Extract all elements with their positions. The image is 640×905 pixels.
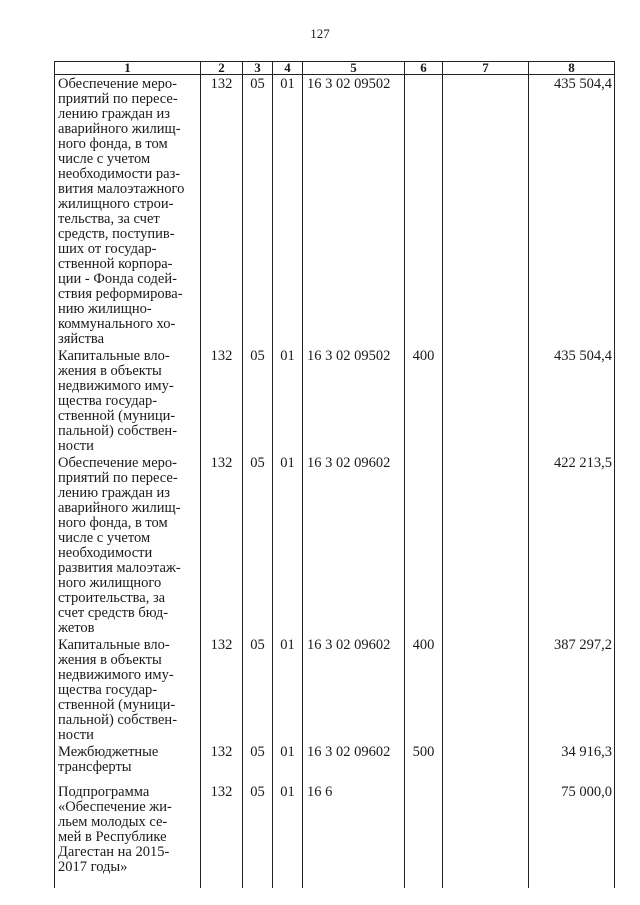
cell-col7 <box>443 454 529 636</box>
cell-expense-type: 400 <box>405 347 443 454</box>
cell-amount: 435 504,4 <box>529 347 615 454</box>
column-header: 3 <box>243 62 273 75</box>
column-header: 4 <box>273 62 303 75</box>
cell-subsection: 01 <box>273 454 303 636</box>
row-name: Капитальные вло- жения в объекты недвижимого иму- щества государ- ственной (муници- пальной) собствен- ности <box>58 348 178 454</box>
cell-subsection: 01 <box>273 743 303 783</box>
row-name: Обеспечение меро- приятий по пересе- лению граждан из аварийного жилищ- ного фонда, в том числе с учетом необходимости развития малоэтаж- ного жилищного строительства, за счет средств бюд- жетов <box>58 455 181 636</box>
cell-amount: 387 297,2 <box>529 636 615 743</box>
cell-col7 <box>443 75 529 348</box>
cell-chapter: 132 <box>201 743 243 783</box>
cell-chapter: 132 <box>201 75 243 348</box>
row-name: Межбюджетные трансферты <box>58 744 159 775</box>
cell-chapter: 132 <box>201 347 243 454</box>
cell-subsection: 01 <box>273 636 303 743</box>
cell-amount: 75 000,0 <box>529 783 615 888</box>
cell-amount: 34 916,3 <box>529 743 615 783</box>
cell-col7 <box>443 743 529 783</box>
column-header: 6 <box>405 62 443 75</box>
cell-section: 05 <box>243 636 273 743</box>
cell-amount: 422 213,5 <box>529 454 615 636</box>
cell-expense-type <box>405 454 443 636</box>
table-row <box>55 636 615 743</box>
table-row <box>55 347 615 454</box>
page-number: 127 <box>310 26 330 41</box>
cell-chapter: 132 <box>201 783 243 888</box>
cell-expense-type: 400 <box>405 636 443 743</box>
column-header: 1 <box>55 62 201 75</box>
cell-target-article: 16 3 02 09602 <box>303 454 405 636</box>
cell-section: 05 <box>243 743 273 783</box>
column-header: 5 <box>303 62 405 75</box>
cell-col7 <box>443 783 529 888</box>
table-row <box>55 783 615 888</box>
row-name: Капитальные вло- жения в объекты недвижимого иму- щества государ- ственной (муници- пальной) собствен- ности <box>58 637 178 743</box>
cell-amount: 435 504,4 <box>529 75 615 348</box>
cell-expense-type <box>405 783 443 888</box>
budget-table <box>54 61 615 888</box>
cell-target-article: 16 3 02 09602 <box>303 636 405 743</box>
cell-section: 05 <box>243 75 273 348</box>
cell-subsection: 01 <box>273 75 303 348</box>
cell-section: 05 <box>243 783 273 888</box>
cell-target-article: 16 3 02 09502 <box>303 75 405 348</box>
cell-subsection: 01 <box>273 783 303 888</box>
row-name: Подпрограмма «Обеспечение жи- льем молодых се- мей в Республике Дагестан на 2015- 2017 годы» <box>58 784 172 875</box>
cell-section: 05 <box>243 347 273 454</box>
table-row <box>55 743 615 783</box>
table-header-row <box>55 62 615 75</box>
cell-chapter: 132 <box>201 636 243 743</box>
cell-subsection: 01 <box>273 347 303 454</box>
cell-col7 <box>443 636 529 743</box>
table-row <box>55 75 615 348</box>
cell-chapter: 132 <box>201 454 243 636</box>
column-header: 8 <box>529 62 615 75</box>
table-row <box>55 454 615 636</box>
cell-expense-type: 500 <box>405 743 443 783</box>
column-header: 2 <box>201 62 243 75</box>
cell-col7 <box>443 347 529 454</box>
cell-section: 05 <box>243 454 273 636</box>
cell-target-article: 16 3 02 09602 <box>303 743 405 783</box>
row-name: Обеспечение меро- приятий по пересе- лению граждан из аварийного жилищ- ного фонда, в том числе с учетом необходимости раз- вития малоэтажного жилищного строи- тельства, за счет средств, поступив- ших от государ- ственной корпора- ции - Фонда содей- ствия реформирова- нию жилищно- коммунального хо- зяйства <box>58 76 185 347</box>
cell-target-article: 16 3 02 09502 <box>303 347 405 454</box>
column-header: 7 <box>443 62 529 75</box>
cell-expense-type <box>405 75 443 348</box>
cell-target-article: 16 6 <box>303 783 405 888</box>
